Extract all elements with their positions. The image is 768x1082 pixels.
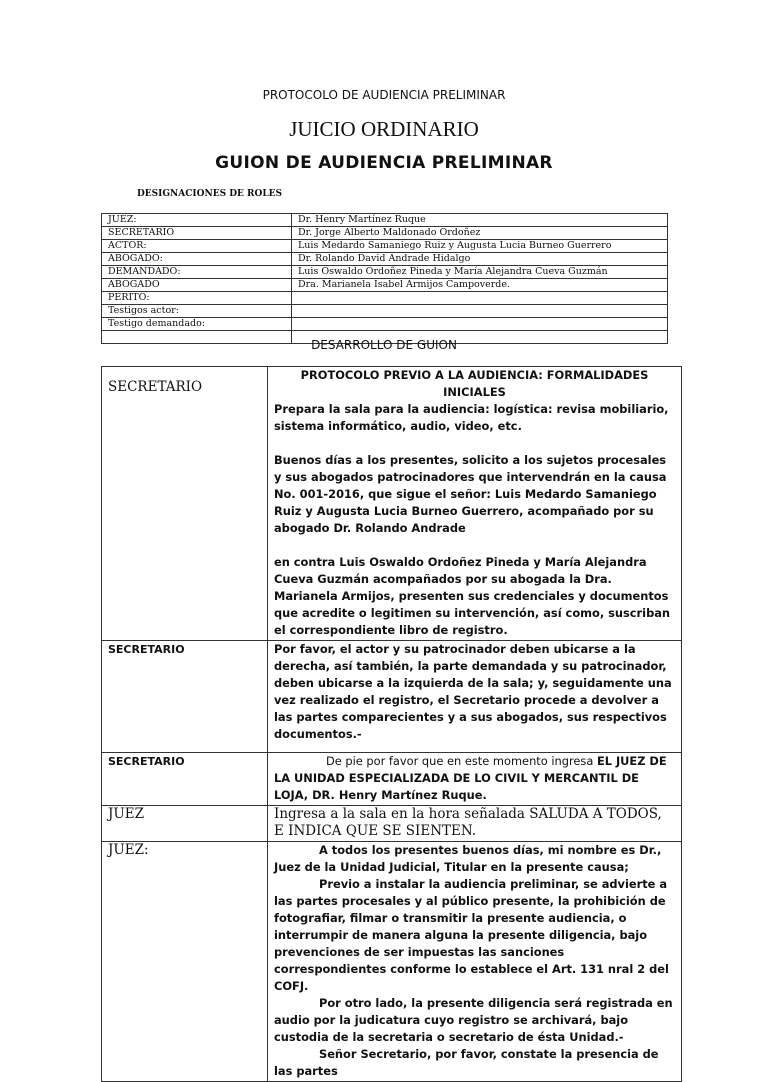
roles-row: [102, 214, 668, 227]
roles-row: [102, 253, 668, 266]
role-holder: Luis Medardo Samaniego Ruiz y Augusta Lucia Burneo Guerrero: [292, 240, 668, 253]
guion-cell: [268, 753, 682, 806]
paragraph-bold: EL JUEZ DE LA UNIDAD ESPECIALIZADA DE LO CIVIL Y MERCANTIL DE LOJA, DR. Henry Martínez Ruque.: [274, 754, 667, 802]
guion-cell: [268, 641, 682, 753]
roles-table: [101, 213, 668, 344]
role-name: ABOGADO: [102, 279, 292, 292]
role-name: JUEZ:: [102, 214, 292, 227]
guion-row: [102, 753, 682, 806]
roles-row: [102, 266, 668, 279]
guion-table: [101, 366, 682, 1082]
row-header: PROTOCOLO PREVIO A LA AUDIENCIA: FORMALIDADES INICIALES: [300, 368, 649, 399]
role-name: ABOGADO:: [102, 253, 292, 266]
desarrollo-heading: DESARROLLO DE GUION: [311, 338, 457, 352]
role-holder: Dra. Marianela Isabel Armijos Campoverde.: [292, 279, 668, 292]
role-label: SECRETARIO: [108, 379, 203, 395]
guion-row: [102, 842, 682, 1082]
role-name: ACTOR:: [102, 240, 292, 253]
role-label: JUEZ: [108, 806, 145, 822]
roles-heading: DESIGNACIONES DE ROLES: [137, 189, 283, 199]
paragraph: Ingresa a la sala en la hora señalada SALUDA A TODOS, E INDICA QUE SE SIENTEN.: [274, 806, 662, 839]
guion-row: [102, 806, 682, 842]
paragraph: Por favor, el actor y su patrocinador deben ubicarse a la derecha, así también, la parte demandada y su patrocinador, deben ubicarse a la izquierda de la sala; y, seguidamente una vez realizado el registro, el Secretario procede a devolver a las partes comparecientes y a sus abogados, sus respectivos documentos.-: [274, 642, 672, 741]
document-subtitle-2: GUION DE AUDIENCIA PRELIMINAR: [215, 153, 553, 173]
role-holder: [292, 292, 668, 305]
paragraph: en contra Luis Oswaldo Ordoñez Pineda y María Alejandra Cueva Guzmán acompañados por su abogada la Dra. Marianela Armijos, presenten sus credenciales y documentos que acredite o legitimen su intervención, así como, suscriban el correspondiente libro de registro.: [274, 555, 671, 637]
paragraph: Por otro lado, la presente diligencia será registrada en audio por la judicatura cuyo registro se archivará, bajo custodia de la secretaria o secretario de ésta Unidad.-: [274, 996, 673, 1044]
role-name: DEMANDADO:: [102, 266, 292, 279]
role-name: PERITO:: [102, 292, 292, 305]
roles-row: [102, 279, 668, 292]
role-name: SECRETARIO: [102, 227, 292, 240]
roles-row: [102, 292, 668, 305]
role-label: SECRETARIO: [108, 643, 185, 656]
roles-row: [102, 305, 668, 318]
guion-row: [102, 641, 682, 753]
role-holder: [292, 318, 668, 331]
role-name: Testigos actor:: [102, 305, 292, 318]
paragraph: Buenos días a los presentes, solicito a los sujetos procesales y sus abogados patrocinadores que intervendrán en la causa No. 001-2016, que sigue el señor: Luis Medardo Samaniego Ruiz y Augusta Lucia Burneo Guerrero, acompañado por su abogado Dr. Rolando Andrade: [274, 453, 667, 535]
role-holder: Luis Oswaldo Ordoñez Pineda y María Alejandra Cueva Guzmán: [292, 266, 668, 279]
role-name: Testigo demandado:: [102, 318, 292, 331]
document-title: PROTOCOLO DE AUDIENCIA PRELIMINAR: [262, 88, 506, 102]
role-label: SECRETARIO: [108, 755, 185, 768]
document-subtitle: JUICIO ORDINARIO: [289, 117, 479, 141]
paragraph: Señor Secretario, por favor, constate la presencia de las partes: [274, 1047, 659, 1078]
role-label: JUEZ:: [108, 842, 149, 858]
role-holder: Dr. Jorge Alberto Maldonado Ordoñez: [292, 227, 668, 240]
guion-cell: [268, 806, 682, 842]
role-holder: [292, 305, 668, 318]
paragraph: Previo a instalar la audiencia preliminar, se advierte a las partes procesales y al público presente, la prohibición de fotografiar, filmar o transmitir la presente audiencia, o interrumpir de manera alguna la presente diligencia, bajo prevenciones de ser impuestas las sanciones correspondientes conforme lo establece el Art. 131 nral 2 del COFJ.: [274, 877, 669, 993]
roles-row: [102, 227, 668, 240]
paragraph: A todos los presentes buenos días, mi nombre es Dr., Juez de la Unidad Judicial, Titular en la presente causa;: [274, 843, 662, 874]
role-holder: Dr. Henry Martínez Ruque: [292, 214, 668, 227]
paragraph: Prepara la sala para la audiencia: logística: revisa mobiliario, sistema informático, audio, video, etc.: [274, 402, 669, 433]
guion-cell: [268, 367, 682, 641]
guion-cell: [268, 842, 682, 1082]
guion-row: [102, 367, 682, 641]
roles-row: [102, 240, 668, 253]
roles-row: [102, 318, 668, 331]
role-holder: Dr. Rolando David Andrade Hidalgo: [292, 253, 668, 266]
paragraph: De pie por favor que en este momento ingresa: [326, 754, 597, 768]
